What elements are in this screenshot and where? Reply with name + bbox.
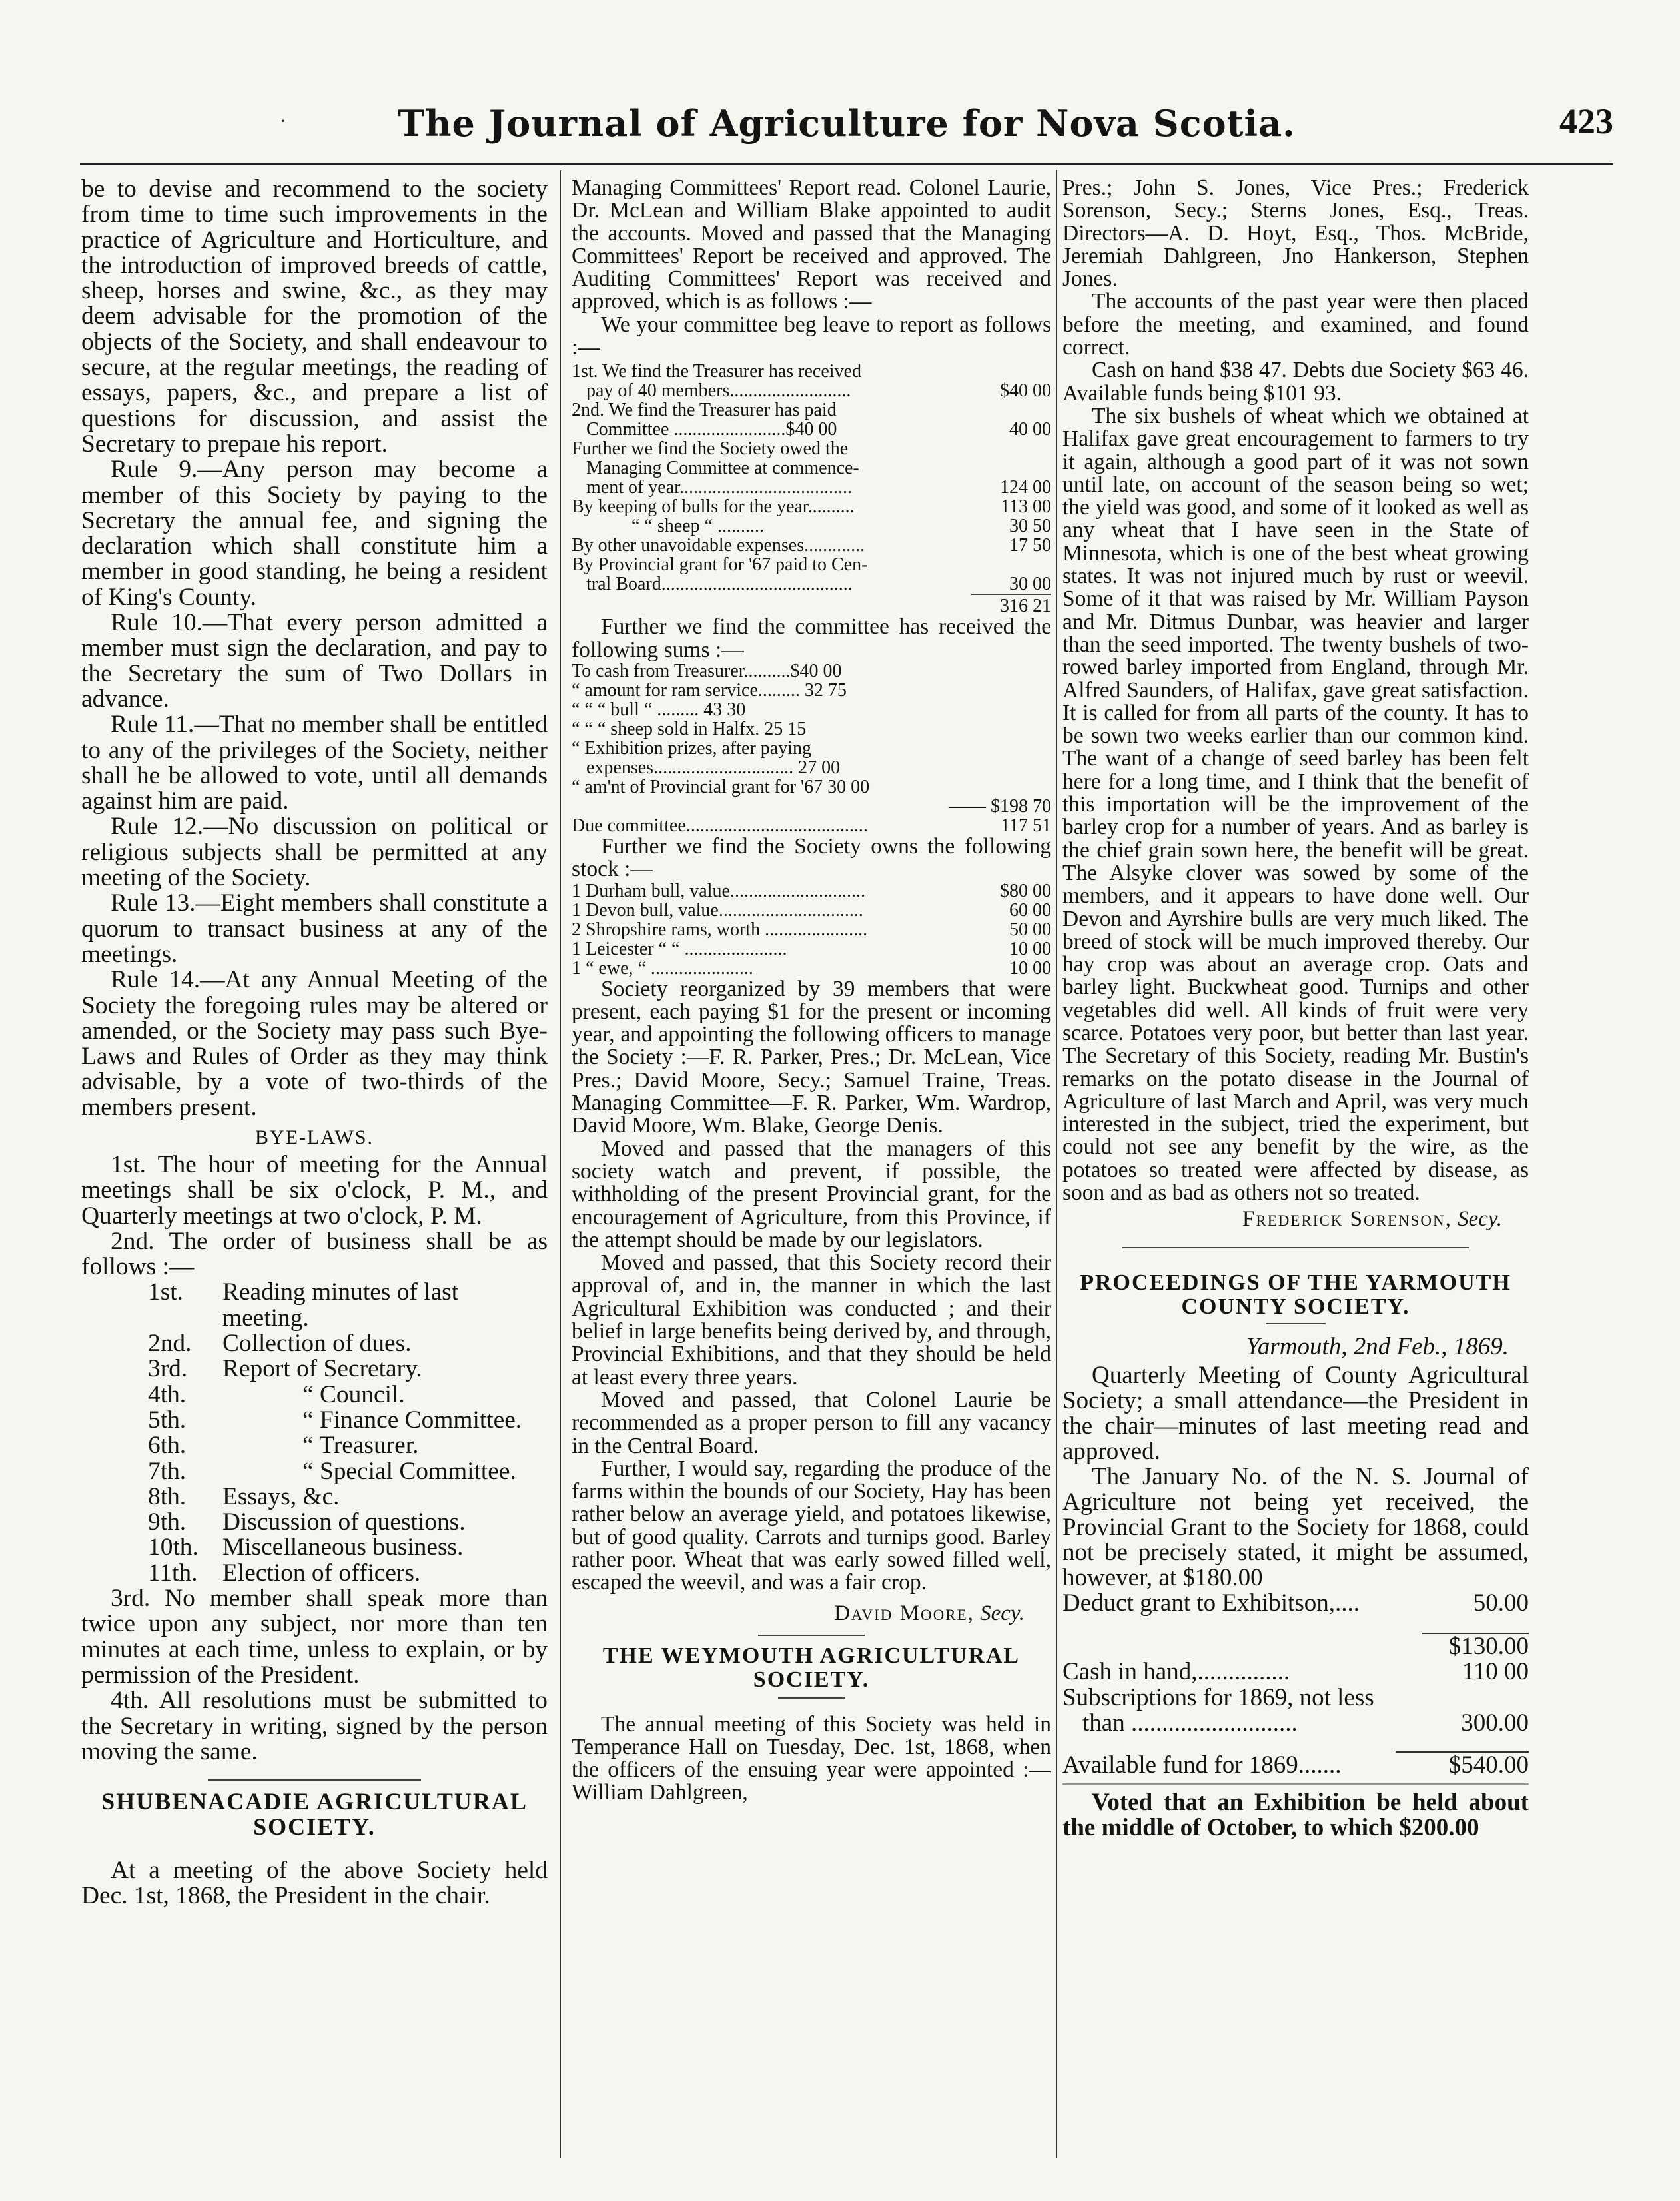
signature-moore: David Moore, Secy. <box>834 1601 1025 1625</box>
stock-row: 1 “ ewe, “ ...................... 10 00 <box>572 957 1051 979</box>
paragraph: We your committee beg leave to report as follows :— <box>572 312 1051 360</box>
stock-row: 1 Durham bull, value............................. $80 00 <box>572 880 1051 901</box>
rule-12: Rule 12.—No discussion on political or religious subjects shall be permitted at any meeting of the Society. <box>81 813 548 892</box>
account-table-2 <box>572 661 1051 835</box>
fund-row: Available fund for 1869....... $540.00 <box>1062 1751 1529 1779</box>
account-row: “ “ “ bull “ ......... 43 30 <box>572 699 746 719</box>
rule-11: Rule 11.—That no member shall be entitled to any of the privileges of the Society, neither shall he be allowed to vote, until all demands against him are paid. <box>81 711 548 815</box>
fund-table <box>1062 1591 1529 1785</box>
account-row: Committee ........................$40 00 40 00 <box>586 419 1051 440</box>
order-item: 2nd. Collection of dues. <box>148 1330 412 1358</box>
order-item: 4th. “ Council. <box>148 1380 405 1408</box>
paragraph: Managing Committees' Report read. Colonel Laurie, Dr. McLean and William Blake appointed to audit the accounts. Moved and passed that the Managing Committees' Report be received and approved. The Auditing Committees' Report was received and approved, which is as follows :— <box>572 177 1051 314</box>
order-item: 7th. “ Special Committee. <box>148 1457 516 1485</box>
account-row: By keeping of bulls for the year.......... 113 00 <box>572 496 1051 518</box>
account-row: tral Board......................................... 30 00 <box>586 574 1051 595</box>
paragraph: The annual meeting of this Society was held in Temperance Hall on Tuesday, Dec. 1st, 1868, when the officers of the ensuing year were appointed :—William Dahlgreen, <box>572 1711 1051 1805</box>
byelaw-1: 1st. The hour of meeting for the Annual meetings shall be six o'clock, P. M., and Quarterly meetings at two o'clock, P. M. <box>81 1150 548 1230</box>
header-rule <box>80 163 1613 165</box>
section-rule <box>1122 1247 1469 1248</box>
rule-10: Rule 10.—That every person admitted a member must sign the declaration, and pay to the Secretary the sum of Two Dollars in advance. <box>81 609 548 713</box>
paragraph: Moved and passed that the managers of this society watch and prevent, if possible, the withholding of the present Provincial grant, for the encouragement of Agriculture, from this Province, if the attempt should be made by our legislators. <box>572 1136 1051 1252</box>
section-rule <box>758 1635 865 1636</box>
paragraph: Moved and passed, that Colonel Laurie be recommended as a proper person to fill any vacancy in the Central Board. <box>572 1387 1051 1458</box>
paragraph: Further we find the committee has received the following sums :— <box>572 614 1051 662</box>
byelaw-3: 3rd. No member shall speak more than twice upon any subject, nor more than ten minutes at each time, unless to explain, or by permission of the President. <box>81 1585 548 1689</box>
section-rule <box>208 1779 421 1781</box>
stock-table <box>572 881 1051 978</box>
stock-row: 2 Shropshire rams, worth ...................... 50 00 <box>572 919 1051 940</box>
byelaws-heading: BYE-LAWS. <box>254 1126 374 1148</box>
account-row: Managing Committee at commence- <box>586 458 859 478</box>
shubenacadie-para: At a meeting of the above Society held Dec. 1st, 1868, the President in the chair. <box>81 1857 548 1910</box>
account-row: “ am'nt of Provincial grant for '67 30 00 <box>572 777 870 797</box>
header-dot: · <box>280 110 286 132</box>
column-2 <box>572 177 1051 2161</box>
fund-row: Subscriptions for 1869, not less <box>1062 1683 1374 1711</box>
account-row: “ Exhibition prizes, after paying <box>572 738 811 758</box>
account-total: 316 21 <box>971 594 1051 616</box>
account-row: “ “ “ sheep sold in Halfx. 25 15 <box>572 719 807 739</box>
paragraph: Pres.; John S. Jones, Vice Pres.; Frederick Sorenson, Secy.; Sterns Jones, Esq., Treas. Directors—A. D. Hoyt, Esq., Thos. McBride, Jeremiah Dahlgreen, Jno Hankerson, Stephen Jones. <box>1062 177 1529 292</box>
account-row: By Provincial grant for '67 paid to Cen- <box>572 555 868 575</box>
byelaw-2: 2nd. The order of business shall be as follows :— <box>81 1227 548 1281</box>
byelaw-4: 4th. All resolutions must be submitted to the Secretary in writing, signed by the person moving the same. <box>81 1687 548 1765</box>
fund-row: Deduct grant to Exhibitson,.... 50.00 <box>1062 1589 1529 1617</box>
account-row: Due committee....................................... 117 51 <box>572 815 1051 836</box>
yarmouth-heading: PROCEEDINGS OF THE YARMOUTH COUNTY SOCIETY. <box>1080 1270 1511 1320</box>
rule-13: Rule 13.—Eight members shall constitute a quorum to transact business at any of the meetings. <box>81 889 548 968</box>
section-rule <box>778 1697 845 1699</box>
order-item: 8th. Essays, &c. <box>148 1482 340 1510</box>
account-row: pay of 40 members.......................... $40 00 <box>586 380 1051 402</box>
account-row: By other unavoidable expenses............. 17 50 <box>572 535 1051 556</box>
column-rule-2 <box>1056 170 1057 2158</box>
paragraph: Further we find the Society owns the following stock :— <box>572 833 1051 882</box>
paragraph: be to devise and recommend to the society from time to time such improvements in the practice of Agriculture and Horticulture, and the introduction of improved breeds of cattle, sheep, horses and swine, &c., as they may deem advisable for the promotion of the objects of the Society, and shall endeavour to secure, at the regular meetings, the reading of essays, papers, &c., and prepare a list of questions for discussion, and assist the Secretary to prepaıe his report. <box>81 177 548 458</box>
order-item: 11th. Election of officers. <box>148 1559 421 1587</box>
paragraph: Quarterly Meeting of County Agricultural Society; a small attendance—the President in the chair—minutes of last meeting read and approved. <box>1062 1362 1529 1466</box>
account-row: 2nd. We find the Treasurer has paid <box>572 400 837 420</box>
account-table-1 <box>572 362 1051 616</box>
order-item: 3rd. Report of Secretary. <box>148 1355 422 1383</box>
account-row: 1st. We find the Treasurer has received <box>572 362 861 382</box>
account-row: To cash from Treasurer..........$40 00 <box>572 661 842 681</box>
section-rule <box>1266 1323 1326 1324</box>
column-3 <box>1062 177 1529 2161</box>
account-row: ment of year..................................... 124 00 <box>586 477 1051 498</box>
fund-row: than ........................... 300.00 <box>1082 1709 1529 1737</box>
signature-sorenson: Frederick Sorenson, Secy. <box>1242 1207 1502 1232</box>
account-row: “ amount for ram service......... 32 75 <box>572 680 847 700</box>
order-item: 9th. Discussion of questions. <box>148 1508 466 1536</box>
account-row: “ “ sheep “ .......... 30 50 <box>631 516 1051 537</box>
weymouth-heading: THE WEYMOUTH AGRICULTURAL SOCIETY. <box>602 1643 1021 1692</box>
column-rule-1 <box>560 170 561 2158</box>
shubenacadie-heading: SHUBENACADIE AGRICULTURAL SOCIETY. <box>101 1788 528 1841</box>
paragraph: The accounts of the past year were then placed before the meeting, and examined, and found correct. <box>1062 289 1529 360</box>
fund-subtotal: $130.00 <box>1448 1632 1529 1660</box>
order-of-business <box>81 1280 548 1586</box>
paragraph: The January No. of the N. S. Journal of Agriculture not being yet received, the Provincial Grant to the Society for 1868, could not be precisely stated, it might be assumed, however, at $180.00 <box>1062 1463 1529 1592</box>
paragraph: Voted that an Exhibition be held about the middle of October, to which $200.00 <box>1062 1789 1529 1842</box>
order-item: 5th. “ Finance Committee. <box>148 1406 522 1434</box>
rule-14: Rule 14.—At any Annual Meeting of the Society the foregoing rules may be altered or amended, or the Society may pass such Bye-Laws and Rules of Order as they may think advisable, by a vote of two-thirds of the members present. <box>81 966 548 1121</box>
account-row: Further we find the Society owed the <box>572 439 849 459</box>
account-row: —— $198 70 <box>949 795 1051 817</box>
stock-row: 1 Leicester “ “ ...................... 10 00 <box>572 938 1051 959</box>
column-1 <box>81 177 548 2161</box>
paragraph: Cash on hand $38 47. Debts due Society $63 46. Available funds being $101 93. <box>1062 358 1529 406</box>
fund-row: Cash in hand,............... 110 00 <box>1062 1658 1529 1686</box>
paragraph: Society reorganized by 39 members that were present, each paying $1 for the present or incoming year, and appointing the following officers to manage the Society :—F. R. Parker, Pres.; Dr. McLean, Vice Pres.; David Moore, Secy.; Samuel Traine, Treas. Managing Committee—F. R. Parker, Wm. Wardrop, David Moore, Wm. Blake, George Denis. <box>572 976 1051 1138</box>
paragraph: Moved and passed, that this Society record their approval of, and in, the manner in which the last Agricultural Exhibition was conducted ; and their belief in large benefits being derived by, and through, Provincial Exhibitions, and that they should be held at least every three years. <box>572 1250 1051 1390</box>
order-item: 10th. Miscellaneous business. <box>148 1534 464 1561</box>
running-header <box>80 97 1613 163</box>
dateline: Yarmouth, 2nd Feb., 1869. <box>1246 1333 1509 1361</box>
paragraph: Further, I would say, regarding the produce of the farms within the bounds of our Society, Hay has been rather below an average yield, and potatoes likewise, but of good quality. Carrots and turnips good. Barley rather poor. Wheat that was early sowed filled well, escaped the weevil, and was a fair crop. <box>572 1456 1051 1595</box>
order-item: 1st. Reading minutes of last meeting. <box>148 1278 459 1332</box>
order-item: 6th. “ Treasurer. <box>148 1432 419 1460</box>
paragraph: The six bushels of wheat which we obtained at Halifax gave great encouragement to farmers to try it again, although a good part of it was not sown until late, on account of the season being so wet; the yield was good, and some of it looked as well as any wheat that I have seen in the State of Minnesota, which is one of the best wheat growing states. It was not injured much by rust or weevil. Some of it that was raised by Mr. William Payson and Mr. Ditmus Dunbar, was heavier and larger than the seed imported. The twenty bushels of two-rowed barley imported from England, through Mr. Alfred Saunders, of Halifax, gave great satisfaction. It is called for from all parts of the county. It has to be sown two weeks earlier than our common kind. The want of a change of seed barley has been felt here for a long time, and I think that the benefit of this importation will be the improvement of the barley crop for a number of years. And as barley is the chief grain sown here, the benefit will be great. The Alsyke clover was sowed by some of the members, and it appears to have done well. Our Devon and Ayrshire bulls are very much liked. The breed of stock will be much improved thereby. Our hay crop was about an average crop. Oats and barley light. Buckwheat good. Turnips and other vegetables did well. All kinds of fruit were very scarce. Potatoes very poor, but better than last year. The Secretary of this Society, reading Mr. Bustin's remarks on the potato disease in the Journal of Agriculture of last March and April, was very much interested in the subject, tried the experiment, but could not see any benefit by the wire, as the potatoes so treated were affected by disease, as soon and as bad as others not so treated. <box>1062 403 1529 1206</box>
journal-title: The Journal of Agriculture for Nova Scotia. <box>398 102 1296 145</box>
stock-row: 1 Devon bull, value............................... 60 00 <box>572 899 1051 921</box>
account-row: expenses.............................. 27 00 <box>586 757 841 777</box>
fund-rule <box>1062 1783 1529 1785</box>
rule-9: Rule 9.—Any person may become a member of this Society by paying to the Secretary the annual fee, and signing the declaration which shall constitute him a member in good standing, he being a resident of King's County. <box>81 456 548 611</box>
page-number: 423 <box>1559 101 1613 141</box>
